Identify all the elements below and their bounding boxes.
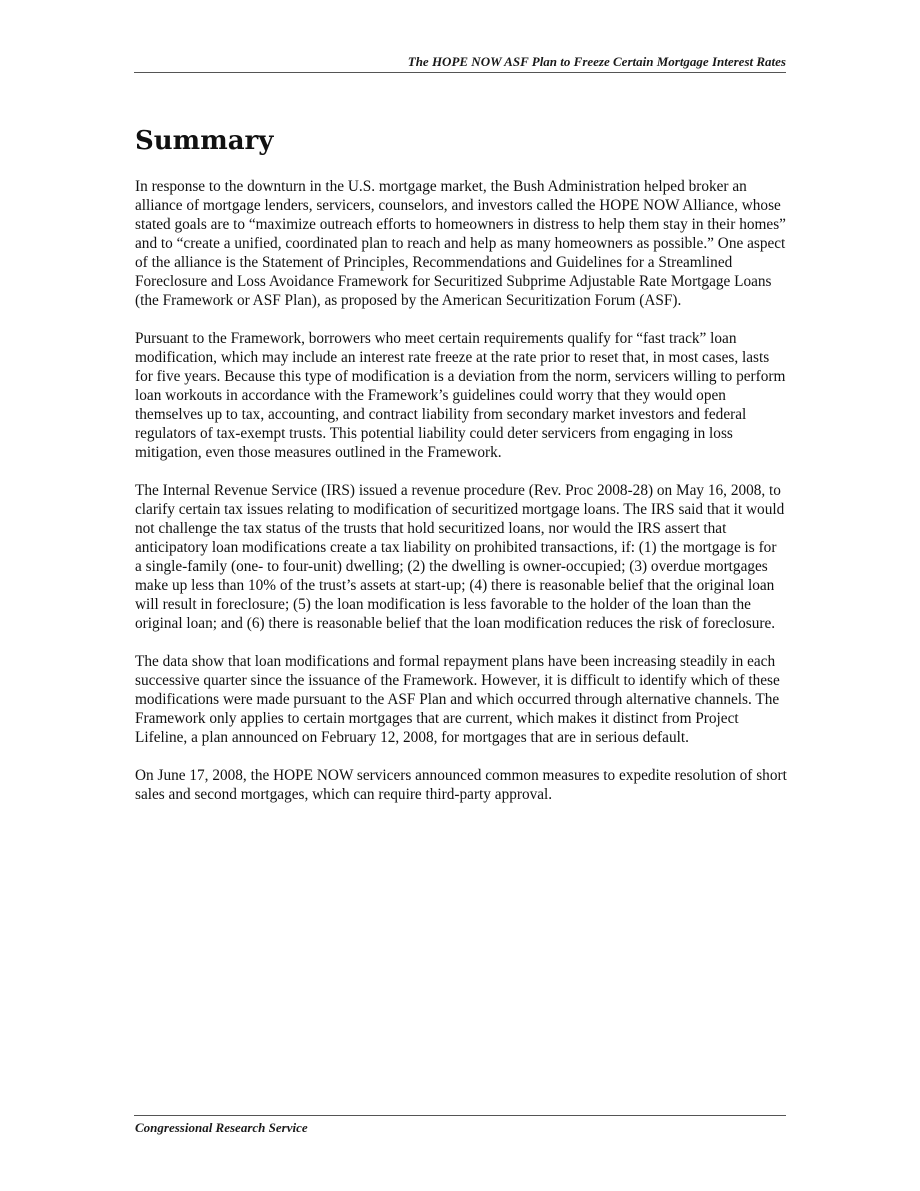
paragraph-5: On June 17, 2008, the HOPE NOW servicers announced common measures to expedite resolution of short sales and second mortgages, which can require third-party approval. bbox=[135, 767, 787, 803]
section-heading: Summary bbox=[135, 126, 274, 156]
footer-source: Congressional Research Service bbox=[135, 1120, 308, 1135]
header-divider bbox=[134, 72, 786, 73]
paragraph-2: Pursuant to the Framework, borrowers who meet certain requirements qualify for “fast track” loan modification, which may include an interest rate freeze at the rate prior to reset that, in most cases, lasts for five years. Because this type of modification is a deviation from the norm, servicers willing to perform loan workouts in accordance with the Framework’s guidelines could worry that they would open themselves up to tax, accounting, and contract liability from secondary market investors and federal regulators of tax-exempt trusts. This potential liability could deter servicers from engaging in loss mitigation, even those measures outlined in the Framework. bbox=[135, 330, 786, 461]
running-header-title: The HOPE NOW ASF Plan to Freeze Certain Mortgage Interest Rates bbox=[407, 54, 786, 69]
footer-divider bbox=[134, 1115, 786, 1116]
paragraph-1: In response to the downturn in the U.S. mortgage market, the Bush Administration helped broker an alliance of mortgage lenders, servicers, counselors, and investors called the HOPE NOW Alliance, whose stated goals are to “maximize outreach efforts to homeowners in distress to help them stay in their homes” and to “create a unified, coordinated plan to reach and help as many homeowners as possible.” One aspect of the alliance is the Statement of Principles, Recommendations and Guidelines for a Streamlined Foreclosure and Loss Avoidance Framework for Securitized Subprime Adjustable Rate Mortgage Loans (the Framework or ASF Plan), as proposed by the American Securitization Forum (ASF). bbox=[135, 178, 786, 309]
summary-body bbox=[135, 177, 787, 823]
paragraph-4: The data show that loan modifications and formal repayment plans have been increasing steadily in each successive quarter since the issuance of the Framework. However, it is difficult to identify which of these modifications were made pursuant to the ASF Plan and which occurred through alternative channels. The Framework only applies to certain mortgages that are current, which makes it distinct from Project Lifeline, a plan announced on February 12, 2008, for mortgages that are in serious default. bbox=[135, 653, 780, 746]
paragraph-3: The Internal Revenue Service (IRS) issued a revenue procedure (Rev. Proc 2008-28) on May 16, 2008, to clarify certain tax issues relating to modification of securitized mortgage loans. The IRS said that it would not challenge the tax status of the trusts that hold securitized loans, nor would the IRS assert that anticipatory loan modifications create a tax liability on prohibited transactions, if: (1) the mortgage is for a single-family (one- to four-unit) dwelling; (2) the dwelling is owner-occupied; (3) overdue mortgages make up less than 10% of the trust’s assets at start-up; (4) there is reasonable belief that the original loan will result in foreclosure; (5) the loan modification is less favorable to the holder of the loan than the original loan; and (6) there is reasonable belief that the loan modification reduces the risk of foreclosure. bbox=[135, 482, 785, 632]
